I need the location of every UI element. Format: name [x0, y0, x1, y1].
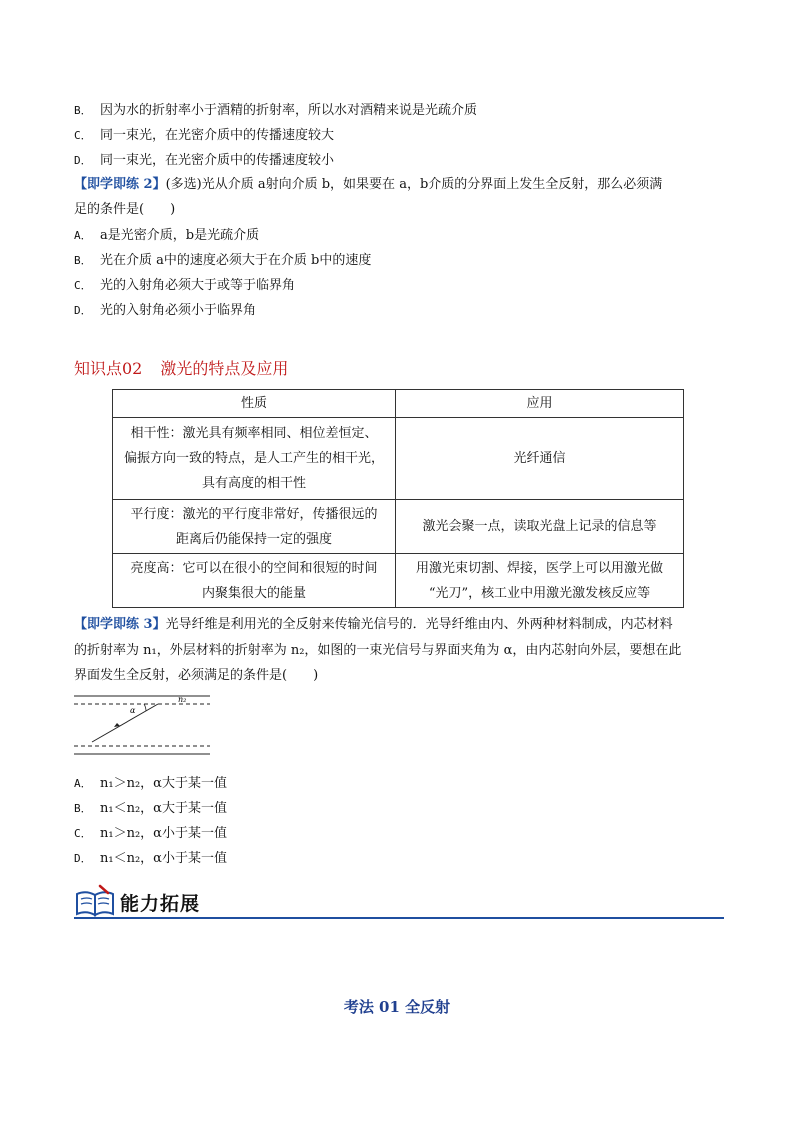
optical-fiber-figure [74, 690, 214, 760]
practice2-stem-line2: 足的条件是( ) [74, 202, 176, 217]
option-text: n₁＞n₂，α大于某一值 [100, 776, 227, 791]
cell-line: 相干性：激光具有频率相同、相位差恒定、 [130, 426, 378, 441]
option-text: n₁＜n₂，α大于某一值 [100, 801, 227, 816]
open-book-icon [74, 884, 116, 918]
option-letter: C． [74, 129, 92, 142]
option-text: 光的入射角必须小于临界角 [100, 303, 257, 318]
section-label: 知识点02 [74, 359, 143, 378]
section-banner [74, 884, 724, 920]
option-letter: A． [74, 777, 92, 790]
option-text: a是光密介质，b是光疏介质 [100, 228, 260, 243]
cell-line: 激光会聚一点，读取光盘上记录的信息等 [422, 519, 657, 534]
alpha-label: α [130, 706, 136, 715]
option-letter: A． [74, 229, 92, 242]
table-header-row [113, 390, 684, 418]
property-cell [113, 554, 396, 608]
practice3-option-a [74, 775, 227, 793]
option-letter: C． [74, 827, 92, 840]
option-letter: B． [74, 104, 92, 117]
practice2-option-c [74, 277, 295, 295]
table-row [113, 554, 684, 608]
option-text: 光在介质 a中的速度必须大于在介质 b中的速度 [100, 253, 372, 268]
cell-line: 光纤通信 [513, 451, 566, 466]
cell-line: 亮度高：它可以在很小的空间和很短的时间 [130, 560, 378, 576]
practice2-tag: 【即学即练 2】 [74, 177, 166, 192]
practice3-option-c [74, 825, 227, 843]
practice3-option-d [74, 850, 227, 868]
practice3-text: 光导纤维是利用光的全反射来传输光信号的．光导纤维由内、外两种材料制成，内芯材料 [165, 617, 673, 632]
n2-label: n₂ [178, 695, 187, 704]
practice2-text: (多选)光从介质 a射向介质 b，如果要在 a，b介质的分界面上发生全反射，那么必须满 [165, 177, 663, 192]
property-cell [113, 500, 396, 554]
q1-option-b [74, 102, 477, 120]
section-title: 激光的特点及应用 [160, 359, 289, 378]
cell-line: 用激光束切割、焊接，医学上可以用激光做 [415, 560, 663, 576]
option-text: 因为水的折射率小于酒精的折射率，所以水对酒精来说是光疏介质 [100, 103, 478, 118]
q1-option-d [74, 152, 334, 170]
option-text: 同一束光，在光密介质中的传播速度较大 [100, 128, 335, 143]
application-cell [396, 418, 684, 500]
practice3-stem-line2: 的折射率为 n₁，外层材料的折射率为 n₂，如图的一束光信号与界面夹角为 α，由内芯射向外层，要想在此 [74, 643, 682, 658]
practice3-stem-line3: 界面发生全反射，必须满足的条件是( ) [74, 668, 319, 683]
practice3-stem-line1 [74, 616, 673, 634]
application-cell [396, 500, 684, 554]
banner-title: 能力拓展 [120, 893, 201, 915]
cell-line: 平行度：激光的平行度非常好，传播很远的 [130, 506, 378, 522]
property-cell [113, 418, 396, 500]
cell-line: “光刀”，核工业中用激光激发核反应等 [428, 585, 651, 601]
cell-line: 内聚集很大的能量 [201, 585, 306, 601]
option-letter: D． [74, 154, 92, 167]
option-text: n₁＞n₂，α小于某一值 [100, 826, 227, 841]
option-letter: D． [74, 852, 92, 865]
q1-option-c [74, 127, 334, 145]
cell-line: 距离后仍能保持一定的强度 [175, 531, 332, 547]
practice2-option-a [74, 227, 259, 245]
option-letter: D． [74, 304, 92, 317]
table-row [113, 418, 684, 500]
practice3-tag: 【即学即练 3】 [74, 617, 166, 632]
table-header-application: 应用 [396, 390, 684, 418]
option-letter: C． [74, 279, 92, 292]
method-title: 考法 01 全反射 [343, 998, 451, 1016]
cell-line: 偏振方向一致的特点，是人工产生的相干光， [123, 451, 384, 466]
angle-arc [144, 704, 146, 711]
practice2-option-b [74, 252, 371, 270]
practice2-option-d [74, 302, 256, 320]
table-row [113, 500, 684, 554]
laser-properties-table [112, 389, 684, 608]
light-ray [92, 704, 158, 742]
practice3-option-b [74, 800, 227, 818]
section-heading [74, 356, 288, 379]
application-cell [396, 554, 684, 608]
banner-rule [74, 917, 724, 919]
practice2-stem-line1 [74, 176, 662, 194]
option-letter: B． [74, 802, 92, 815]
cell-line: 具有高度的相干性 [201, 476, 306, 491]
option-letter: B． [74, 254, 92, 267]
option-text: 同一束光，在光密介质中的传播速度较小 [100, 153, 335, 168]
option-text: 光的入射角必须大于或等于临界角 [100, 278, 296, 293]
table-header-property: 性质 [113, 390, 396, 418]
option-text: n₁＜n₂，α小于某一值 [100, 851, 227, 866]
